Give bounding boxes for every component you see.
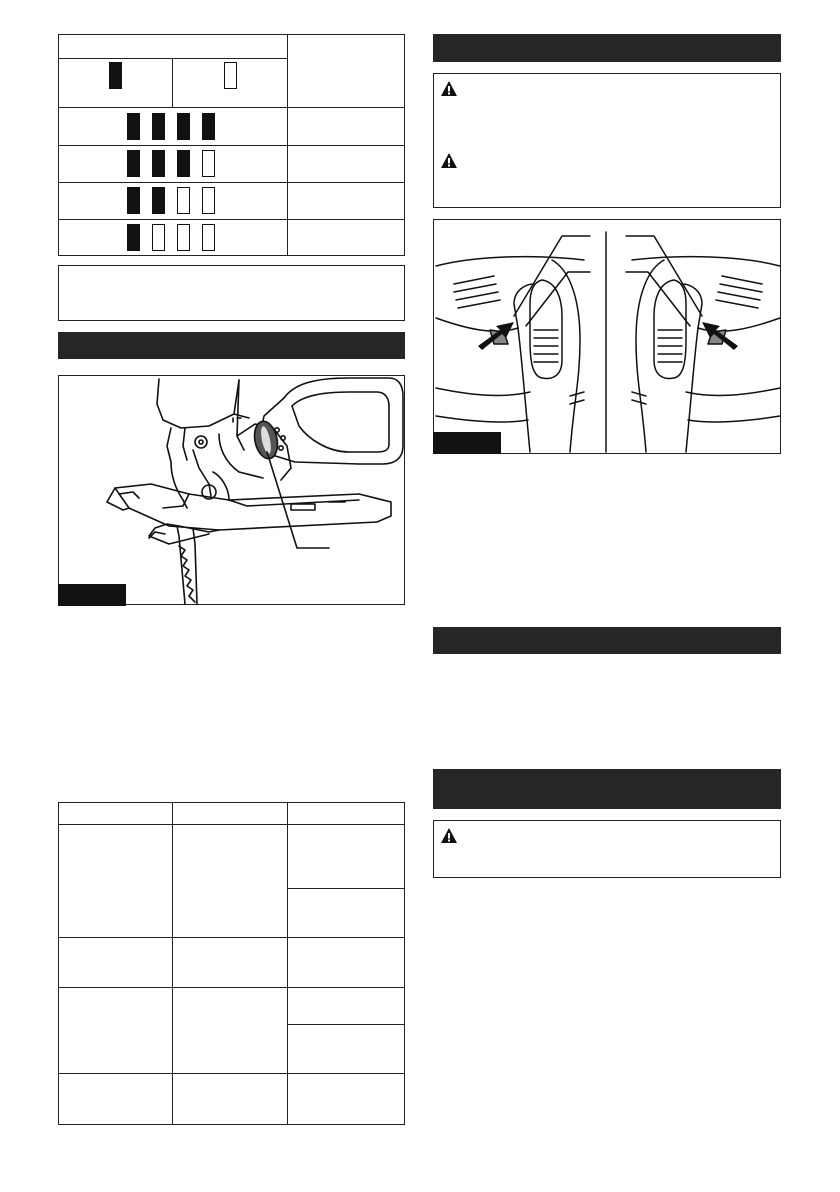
lamp-lighted-icon [152,187,165,214]
caution-box [433,73,781,208]
warning-triangle-icon [440,152,458,169]
warning-triangle-icon [440,827,458,844]
figure-label-tag [433,432,501,454]
lamp-lighted-icon [127,150,140,177]
speed-table [58,802,405,1125]
table-rule [287,888,405,889]
warning-triangle-icon [440,80,458,97]
table-rule [58,219,405,220]
table-rule [58,937,405,938]
arrow-icon [702,322,738,350]
section-header-bar [58,332,405,359]
lamp-off-icon [202,150,215,177]
lamp-off-icon [177,187,190,214]
lamp-off-icon [224,62,237,89]
table-rule [58,58,288,59]
figure-jigsaw-speed-dial [58,375,405,605]
caution-box [433,820,781,878]
lamp-lighted-icon [127,224,140,251]
figure-switch-lock [433,219,781,454]
note-box [58,265,405,321]
switch-illustration [434,220,782,455]
lamp-lighted-icon [127,187,140,214]
lamp-lighted-icon [152,113,165,140]
table-rule [287,802,288,1125]
lamp-lighted-icon [202,113,215,140]
table-rule [58,145,405,146]
table-rule [58,1073,405,1074]
arrow-icon [478,322,514,350]
lamp-off-icon [202,224,215,251]
lamp-off-icon [202,187,215,214]
table-rule [172,802,173,1125]
table-rule [58,824,405,825]
table-rule [287,1024,405,1025]
lamp-lighted-icon [177,150,190,177]
figure-label-tag [58,584,126,606]
table-rule [172,58,173,107]
section-header-bar [433,627,781,654]
lamp-off-icon [152,224,165,251]
lamp-lighted-icon [127,113,140,140]
lamp-lighted-icon [109,62,122,89]
jigsaw-illustration [59,376,406,606]
lamp-off-icon [177,224,190,251]
table-rule [58,987,405,988]
lamp-lighted-icon [152,150,165,177]
table-rule [58,107,405,108]
table-rule [58,182,405,183]
section-header-bar-tall [433,769,781,809]
section-header-bar [433,34,781,62]
lamp-lighted-icon [177,113,190,140]
